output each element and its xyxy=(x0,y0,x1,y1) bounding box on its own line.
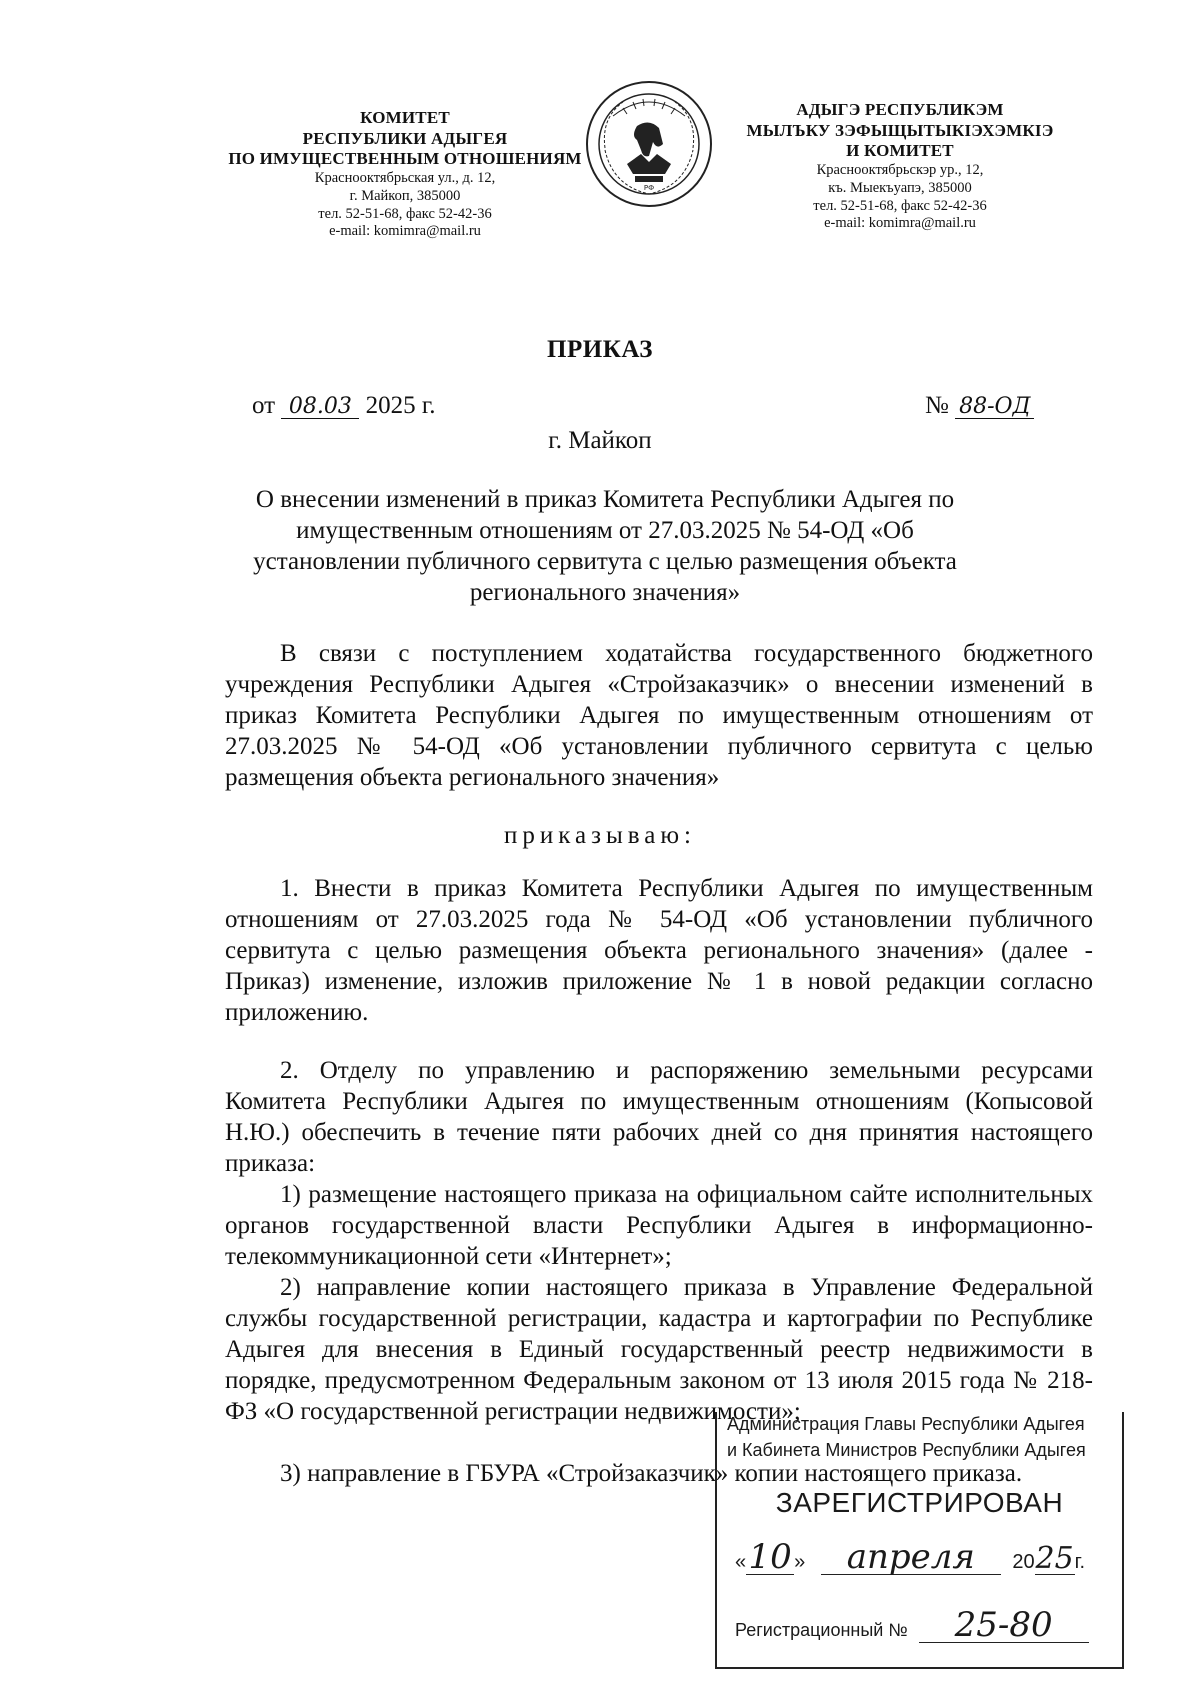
subitem-3-paragraph: 3) направление в ГБУРА «Стройзаказчик» копии настоящего приказа. xyxy=(280,1460,1023,1487)
document-title: ПРИКАЗ xyxy=(547,336,653,363)
date-prefix: от xyxy=(252,392,276,419)
header-right-line1: АДЫГЭ РЕСПУБЛИКЭМ xyxy=(796,100,1004,119)
stamp-date-line xyxy=(735,1537,1115,1577)
stamp-reg-label: Регистрационный № xyxy=(735,1620,908,1640)
header-left-phone: тел. 52-51-68, факс 52-42-36 xyxy=(318,205,492,222)
header-left-address1: Краснооктябрьская ул., д. 12, xyxy=(314,170,496,187)
order-number xyxy=(925,392,1034,420)
number-prefix: № xyxy=(925,392,949,419)
stamp-authority-line1: Администрация Главы Республики Адыгея xyxy=(727,1414,1085,1434)
registration-stamp xyxy=(715,1412,1124,1669)
stamp-number-line xyxy=(735,1605,1115,1645)
stamp-registered: ЗАРЕГИСТРИРОВАН xyxy=(775,1487,1064,1518)
svg-text:РФ: РФ xyxy=(643,184,655,192)
header-right-address1: Краснооктябрьскэр ур., 12, xyxy=(816,162,984,179)
header-right-line2: МЫЛЪКУ ЗЭФЫЩЫТЫКIЭХЭМКIЭ xyxy=(746,120,1054,140)
header-right-email: e-mail: komimra@mail.ru xyxy=(824,215,976,232)
order-word: приказываю: xyxy=(504,822,696,849)
stamp-day-close: » xyxy=(794,1551,806,1573)
date-handwritten: 08.03 xyxy=(281,396,359,419)
header-left-block xyxy=(205,108,605,241)
stamp-year-suffix: г. xyxy=(1074,1551,1086,1573)
date-suffix: 2025 г. xyxy=(365,392,436,419)
order-city: г. Майкоп xyxy=(548,427,652,454)
number-handwritten: 88-ОД xyxy=(955,396,1034,419)
header-left-address2: г. Майкоп, 385000 xyxy=(349,187,461,204)
stamp-year-prefix: 20 xyxy=(1012,1551,1035,1573)
header-left-line2: РЕСПУБЛИКИ АДЫГЕЯ xyxy=(302,128,508,148)
order-date xyxy=(252,392,436,420)
stamp-day: 10 xyxy=(746,1540,794,1575)
subitem-2-paragraph: 2) направление копии настоящего приказа в Управление Федеральной службы государственной регистрации, кадастра и картографии по Республике Адыгея для внесения в Единый государственный реестр недвижимости в порядке, предусмотренном Федеральным законом от 13 июля 2015 года № 218-ФЗ «О государственной регистрации недвижимости»; xyxy=(225,1274,1093,1425)
stamp-authority-line2: и Кабинета Министров Республики Адыгея xyxy=(727,1440,1086,1460)
item-2-paragraph: 2. Отделу по управлению и распоряжению земельными ресурсами Комитета Республики Адыгея по имущественным отношениям (Копысовой Н.Ю.) обеспечить в течение пяти рабочих дней со дня принятия настоящего приказа: xyxy=(225,1057,1093,1177)
header-right-address2: къ. Мыекъуапэ, 385000 xyxy=(828,179,972,196)
stamp-day-open: « xyxy=(735,1551,747,1573)
header-left-line1: КОМИТЕТ xyxy=(360,108,450,127)
stamp-month: апреля xyxy=(821,1540,1001,1575)
header-right-phone: тел. 52-51-68, факс 52-42-36 xyxy=(813,197,987,214)
coat-of-arms-icon xyxy=(583,78,715,214)
header-left-email: e-mail: komimra@mail.ru xyxy=(329,223,481,240)
header-left-line3: ПО ИМУЩЕСТВЕННЫМ ОТНОШЕНИЯМ xyxy=(228,149,582,169)
subitem-1-paragraph: 1) размещение настоящего приказа на официальном сайте исполнительных органов государственной власти Республики Адыгея в информационно-телекоммуникационной сети «Интернет»; xyxy=(225,1181,1093,1270)
item-1-paragraph: 1. Внести в приказ Комитета Республики Адыгея по имущественным отношениям от 27.03.2025 года № 54-ОД «Об установлении публичного сервитута с целью размещения объекта регионального значения» (далее - Приказ) изменение, изложив приложение № 1 в новой редакции согласно приложению. xyxy=(225,875,1093,1026)
preamble-paragraph: В связи с поступлением ходатайства государственного бюджетного учреждения Республики Адыгея «Стройзаказчик» о внесении изменений в приказ Комитета Республики Адыгея по имущественным отношениям от 27.03.2025 № 54-ОД «Об установлении публичного сервитута с целью размещения объекта регионального значения» xyxy=(225,640,1093,791)
header-right-line3: И КОМИТЕТ xyxy=(846,141,954,161)
stamp-year: 25 xyxy=(1035,1541,1074,1576)
stamp-reg-number: 25-80 xyxy=(919,1608,1089,1643)
order-subject: О внесении изменений в приказ Комитета Республики Адыгея по имущественным отношениям от 27.03.2025 № 54-ОД «Об установлении публичного сервитута с целью размещения объекта регионального значения» xyxy=(253,486,957,606)
header-right-block xyxy=(720,100,1080,233)
